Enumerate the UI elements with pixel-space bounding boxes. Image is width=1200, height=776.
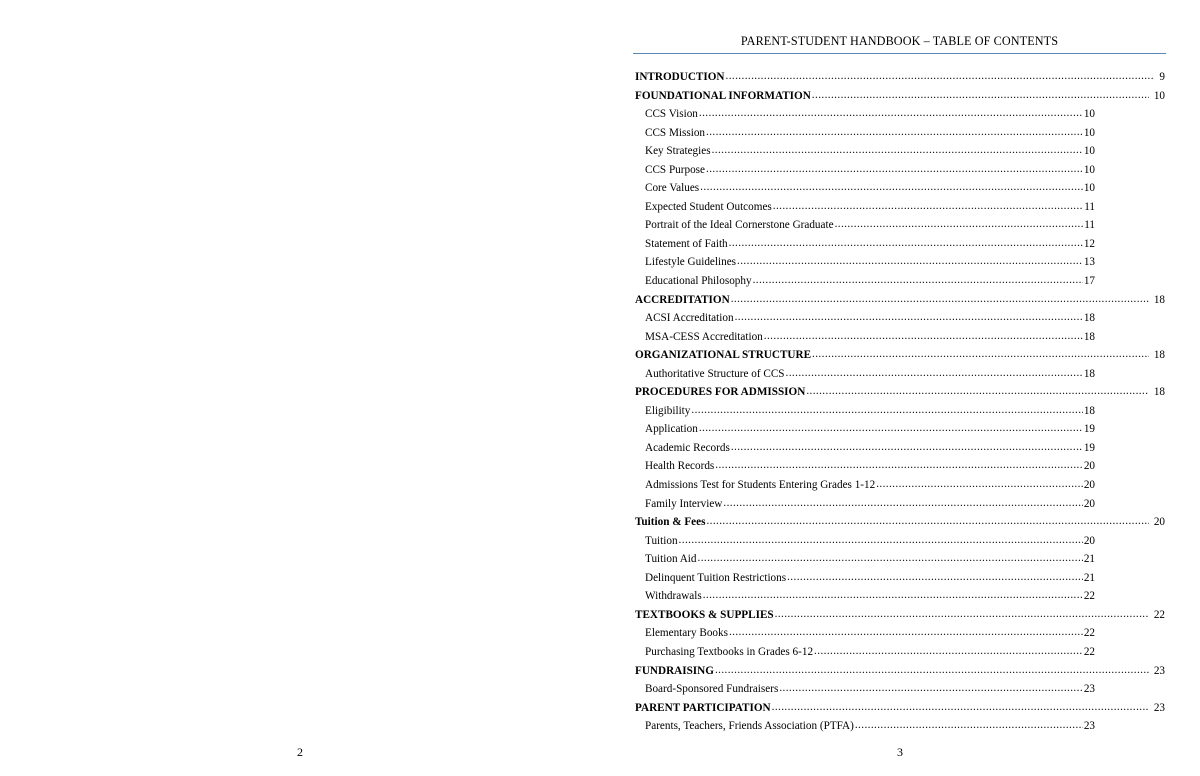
toc-subsection-entry[interactable] [645,235,1095,254]
toc-entry-page-number: 10 [1083,126,1095,139]
toc-entry-title: PROCEDURES FOR ADMISSION [635,386,806,399]
toc-entry-page-number: 13 [1083,256,1095,269]
dot-leader [698,549,1083,568]
toc-entry-page-number: 19 [1083,423,1095,436]
dot-leader [753,271,1083,290]
toc-subsection-entry[interactable] [645,587,1095,606]
dot-leader [812,86,1149,105]
toc-entry-page-number: 18 [1083,330,1095,343]
dot-leader [706,512,1148,531]
dot-leader [787,568,1083,587]
toc-subsection-entry[interactable] [645,495,1095,514]
toc-entry-page-number: 22 [1083,645,1095,658]
toc-subsection-entry[interactable] [645,142,1095,161]
toc-subsection-entry[interactable] [645,532,1095,551]
toc-entry-title: Elementary Books [645,627,728,640]
dot-leader [737,252,1083,271]
toc-entry-page-number: 17 [1083,275,1095,288]
toc-entry-page-number: 19 [1083,441,1095,454]
dot-leader [876,475,1083,494]
toc-subsection-entry[interactable] [645,569,1095,588]
toc-entry-title: ORGANIZATIONAL STRUCTURE [635,349,812,362]
toc-entry-title: Purchasing Textbooks in Grades 6-12 [645,645,814,658]
toc-entry-title: ACCREDITATION [635,293,730,306]
right-page-number: 3 [897,745,903,759]
dot-leader [726,67,1155,86]
toc-entry-title: Lifestyle Guidelines [645,256,737,269]
toc-subsection-entry[interactable] [645,680,1095,699]
toc-entry-title: Tuition Aid [645,553,697,566]
toc-entry-title: Board-Sponsored Fundraisers [645,683,779,696]
toc-section-entry[interactable] [635,513,1165,532]
toc-subsection-entry[interactable] [645,328,1095,347]
toc-subsection-entry[interactable] [645,161,1095,180]
toc-entry-page-number: 22 [1083,627,1095,640]
toc-entry-title: ACSI Accreditation [645,312,734,325]
toc-section-entry[interactable] [635,606,1165,625]
dot-leader [773,197,1083,216]
toc-entry-page-number: 20 [1083,497,1095,510]
dot-leader [786,364,1083,383]
toc-entry-title: CCS Mission [645,126,706,139]
toc-subsection-entry[interactable] [645,365,1095,384]
left-page-number: 2 [297,745,303,759]
toc-entry-page-number: 18 [1083,312,1095,325]
toc-section-entry[interactable] [635,383,1165,402]
dot-leader [706,160,1083,179]
dot-leader [835,215,1084,234]
toc-subsection-entry[interactable] [645,216,1095,235]
toc-entry-title: Key Strategies [645,145,711,158]
toc-entry-title: Expected Student Outcomes [645,200,772,213]
dot-leader [691,401,1082,420]
toc-entry-title: MSA-CESS Accreditation [645,330,763,343]
toc-entry-title: Parents, Teachers, Friends Association (PTFA) [645,720,854,733]
toc-entry-title: Health Records [645,460,715,473]
toc-subsection-entry[interactable] [645,420,1095,439]
toc-entry-page-number: 23 [1153,664,1165,677]
dot-leader [700,178,1083,197]
toc-subsection-entry[interactable] [645,624,1095,643]
toc-subsection-entry[interactable] [645,124,1095,143]
toc-entry-title: Admissions Test for Students Entering Grades 1-12 [645,479,876,492]
toc-entry-page-number: 18 [1153,349,1165,362]
dot-leader [699,419,1083,438]
dot-leader [699,104,1083,123]
toc-section-entry[interactable] [635,87,1165,106]
toc-entry-page-number: 11 [1084,200,1095,213]
dot-leader [764,327,1083,346]
toc-entry-page-number: 21 [1083,571,1095,584]
toc-entry-page-number: 10 [1083,145,1095,158]
table-of-contents [635,68,1165,736]
dot-leader [729,623,1083,642]
toc-entry-page-number: 20 [1083,460,1095,473]
toc-section-entry[interactable] [635,699,1165,718]
toc-subsection-entry[interactable] [645,457,1095,476]
toc-entry-title: Tuition & Fees [635,516,706,529]
toc-subsection-entry[interactable] [645,439,1095,458]
toc-entry-title: Core Values [645,182,700,195]
toc-entry-page-number: 10 [1083,108,1095,121]
dot-leader [712,141,1083,160]
toc-subsection-entry[interactable] [645,179,1095,198]
toc-entry-title: TEXTBOOKS & SUPPLIES [635,608,774,621]
toc-subsection-entry[interactable] [645,717,1095,736]
toc-entry-page-number: 18 [1083,367,1095,380]
toc-entry-title: CCS Purpose [645,163,705,176]
dot-leader [735,308,1083,327]
dot-leader [775,605,1149,624]
toc-entry-title: Tuition [645,534,678,547]
right-page [600,0,1200,776]
dot-leader [812,345,1149,364]
toc-subsection-entry[interactable] [645,253,1095,272]
toc-entry-page-number: 12 [1083,237,1095,250]
toc-entry-page-number: 23 [1083,720,1095,733]
dot-leader [779,679,1083,698]
toc-entry-page-number: 22 [1083,590,1095,603]
dot-leader [723,494,1082,513]
toc-entry-page-number: 22 [1153,608,1165,621]
toc-subsection-entry[interactable] [645,198,1095,217]
toc-entry-title: Withdrawals [645,590,702,603]
toc-entry-title: FOUNDATIONAL INFORMATION [635,89,811,102]
dot-leader [729,234,1083,253]
dot-leader [772,698,1149,717]
toc-entry-page-number: 10 [1153,89,1165,102]
dot-leader [706,123,1083,142]
dot-leader [715,661,1149,680]
toc-entry-title: Portrait of the Ideal Cornerstone Graduate [645,219,834,232]
toc-section-entry[interactable] [635,291,1165,310]
toc-entry-title: Statement of Faith [645,237,728,250]
dot-leader [703,586,1083,605]
toc-section-entry[interactable] [635,662,1165,681]
toc-entry-page-number: 11 [1084,219,1095,232]
toc-entry-title: Authoritative Structure of CCS [645,367,785,380]
toc-entry-title: Family Interview [645,497,723,510]
toc-entry-page-number: 23 [1083,683,1095,696]
toc-entry-title: PARENT PARTICIPATION [635,701,771,714]
toc-entry-page-number: 20 [1083,534,1095,547]
toc-entry-title: Eligibility [645,404,691,417]
toc-entry-title: Application [645,423,698,436]
toc-entry-title: Educational Philosophy [645,275,752,288]
toc-entry-page-number: 23 [1153,701,1165,714]
toc-subsection-entry[interactable] [645,272,1095,291]
toc-subsection-entry[interactable] [645,309,1095,328]
toc-section-entry[interactable] [635,346,1165,365]
dot-leader [855,716,1083,735]
toc-entry-page-number: 20 [1153,516,1165,529]
toc-entry-page-number: 10 [1083,163,1095,176]
dot-leader [731,290,1149,309]
dot-leader [715,456,1083,475]
toc-entry-page-number: 20 [1083,479,1095,492]
toc-entry-title: CCS Vision [645,108,698,121]
toc-entry-page-number: 18 [1153,293,1165,306]
toc-entry-title: Academic Records [645,441,730,454]
toc-subsection-entry[interactable] [645,105,1095,124]
toc-subsection-entry[interactable] [645,643,1095,662]
toc-subsection-entry[interactable] [645,476,1095,495]
dot-leader [731,438,1083,457]
toc-subsection-entry[interactable] [645,402,1095,421]
page-header: PARENT-STUDENT HANDBOOK – TABLE OF CONTENTS [740,34,1059,48]
toc-entry-title: FUNDRAISING [635,664,714,677]
toc-entry-page-number: 10 [1083,182,1095,195]
toc-entry-page-number: 18 [1083,404,1095,417]
toc-entry-page-number: 21 [1083,553,1095,566]
dot-leader [679,531,1083,550]
toc-entry-title: Delinquent Tuition Restrictions [645,571,787,584]
header-divider [633,53,1166,54]
dot-leader [814,642,1083,661]
toc-entry-page-number: 18 [1153,386,1165,399]
toc-subsection-entry[interactable] [645,550,1095,569]
toc-entry-title: INTRODUCTION [635,71,725,83]
dot-leader [806,382,1148,401]
toc-entry-page-number: 9 [1159,71,1165,83]
toc-section-entry[interactable] [635,68,1165,87]
